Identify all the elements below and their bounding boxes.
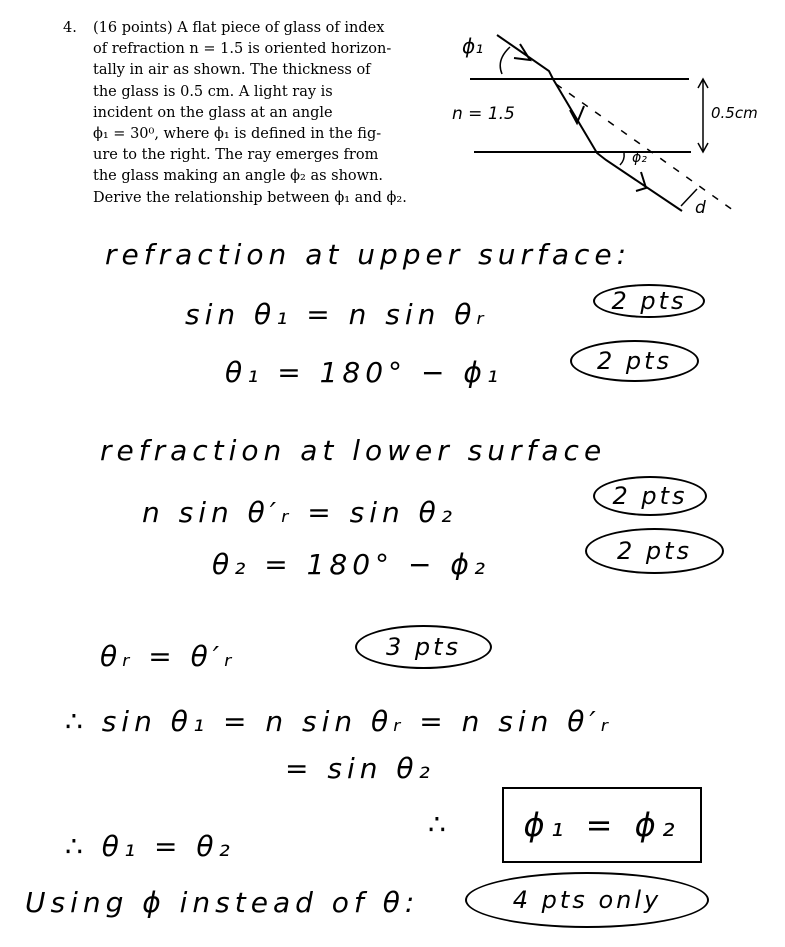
phi2-label: ϕ₂ — [632, 150, 647, 166]
light-ray — [497, 35, 682, 211]
problem-line: tally in air as shown. The thickness of — [93, 62, 371, 79]
equation-theta2: θ₂ = 180° − ϕ₂ — [212, 548, 491, 581]
equation-theta-r: θᵣ = θ′ᵣ — [100, 640, 237, 673]
problem-line: ϕ₁ = 30⁰, where ϕ₁ is defined in the fig- — [93, 126, 382, 143]
problem-line: of refraction n = 1.5 is oriented horizon- — [93, 41, 392, 58]
heading-lower-surface: refraction at lower surface — [100, 434, 607, 467]
thickness-label: 0.5cm — [711, 104, 758, 122]
points-badge: 2 pts — [570, 340, 699, 382]
grading-note: Using ϕ instead of θ: — [25, 886, 420, 919]
equation-theta1: θ₁ = 180° − ϕ₁ — [225, 356, 504, 389]
equation-snell-lower: n sin θ′ᵣ = sin θ₂ — [142, 496, 458, 529]
equation-theta-equal: ∴ θ₁ = θ₂ — [65, 830, 235, 863]
problem-line: Derive the relationship between ϕ₁ and ϕ₂. — [93, 189, 407, 206]
d-label: d — [695, 198, 706, 218]
points-badge: 2 pts — [593, 476, 707, 516]
points-badge: 2 pts — [593, 284, 705, 318]
n-label: n = 1.5 — [452, 104, 515, 124]
therefore-symbol: ∴ — [428, 808, 451, 841]
ray-arrow — [570, 106, 584, 123]
phi1-label: ϕ₁ — [462, 34, 484, 58]
problem-line: incident on the glass at an angle — [93, 104, 333, 121]
points-badge: 4 pts only — [465, 872, 709, 928]
problem-line: the glass making an angle ϕ₂ as shown. — [93, 168, 384, 185]
phi2-arc — [620, 153, 624, 165]
equation-snell-upper: sin θ₁ = n sin θᵣ — [185, 298, 489, 331]
problem-number: 4. — [63, 20, 77, 36]
phi1-arc — [500, 47, 510, 74]
problem-line: ure to the right. The ray emerges from — [93, 147, 379, 164]
heading-upper-surface: refraction at upper surface: — [105, 238, 632, 271]
problem-line: the glass is 0.5 cm. A light ray is — [93, 83, 333, 100]
points-badge: 2 pts — [585, 528, 724, 574]
equation-chain-continued: = sin θ₂ — [285, 752, 435, 785]
problem-line: (16 points) A flat piece of glass of index — [93, 20, 385, 36]
points-badge: 3 pts — [355, 625, 492, 669]
extended-ray-dashed — [556, 84, 737, 213]
equation-chain: ∴ sin θ₁ = n sin θᵣ = n sin θ′ᵣ — [65, 705, 614, 738]
final-answer-box: ϕ₁ = ϕ₂ — [502, 787, 702, 863]
